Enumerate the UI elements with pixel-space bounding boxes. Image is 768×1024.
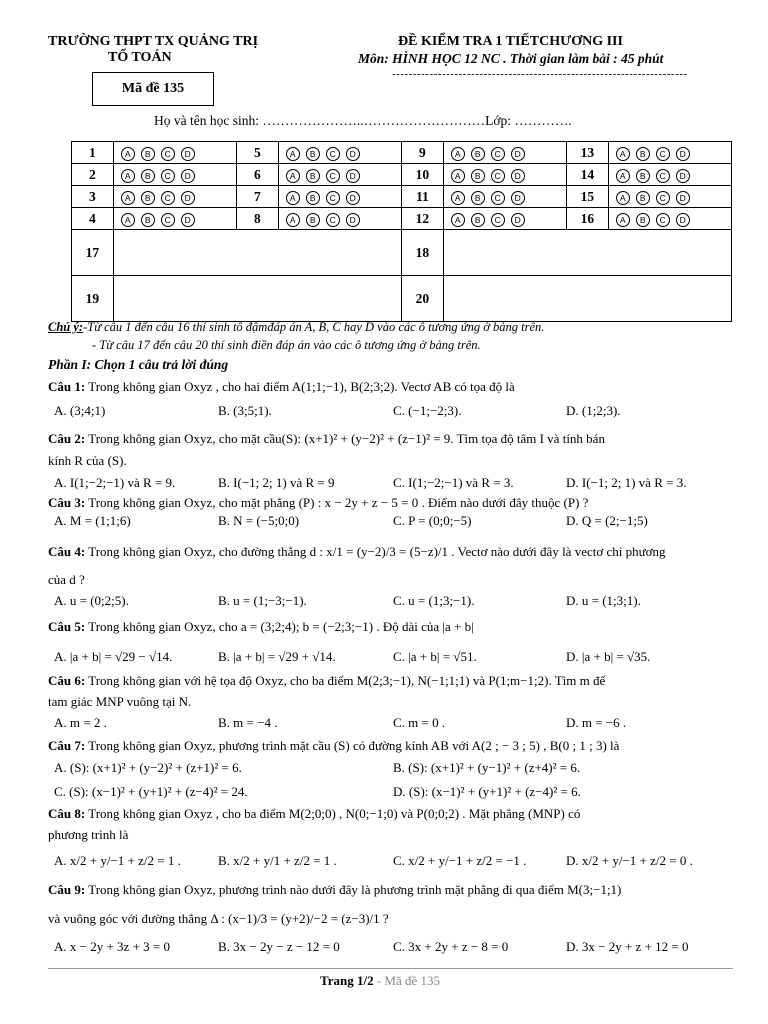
option-c: C. P = (0;0;−5) xyxy=(393,513,472,528)
option-c: C. |a + b| = √51. xyxy=(393,649,477,664)
answer-bubbles xyxy=(608,164,731,186)
option-c: C. m = 0 . xyxy=(393,715,446,730)
option-c: C. (S): (x−1)² + (y+1)² + (z−4)² = 24. xyxy=(54,784,248,799)
option-d: D. I(−1; 2; 1) và R = 3. xyxy=(566,475,687,490)
footer-sep: - xyxy=(373,973,385,988)
answer-bubble[interactable]: C xyxy=(326,169,340,183)
question-text: Trong không gian Oxyz, phương trình nào dưới đây là phương trình mặt phẳng đi qua điểm M(3;−1;1) xyxy=(88,882,622,897)
school-name: TRƯỜNG THPT TX QUẢNG TRỊ xyxy=(48,34,259,49)
question-number: 6 xyxy=(236,164,278,186)
question-text-continued: và vuông góc với đường thẳng Δ : (x−1)/3 = (y+2)/−2 = (z−3)/1 ? xyxy=(48,911,389,926)
answer-bubble[interactable]: C xyxy=(491,191,505,205)
footer-exam-code: Mã đề 135 xyxy=(384,973,441,988)
answer-bubble[interactable]: C xyxy=(326,191,340,205)
answer-bubble[interactable]: A xyxy=(451,169,465,183)
open-answer-row xyxy=(72,276,732,322)
option-c: C. u = (1;3;−1). xyxy=(393,593,475,608)
answer-bubble[interactable]: A xyxy=(286,191,300,205)
option-d: D. |a + b| = √35. xyxy=(566,649,651,664)
option-d: D. 3x − 2y + z + 12 = 0 xyxy=(566,939,689,954)
exam-code-box xyxy=(92,72,214,106)
answer-bubble[interactable]: C xyxy=(491,213,505,227)
option-a: A. u = (0;2;5). xyxy=(54,593,129,608)
question-text: Trong không gian Oxyz, cho mặt phẳng (P) : x − 2y + z − 5 = 0 . Điểm nào dưới đây thuộc (P) ? xyxy=(88,495,589,510)
option-c: C. x/2 + y/−1 + z/2 = −1 . xyxy=(393,853,527,868)
option-c: C. (−1;−2;3). xyxy=(393,403,462,418)
option-b: B. |a + b| = √29 + √14. xyxy=(218,649,336,664)
exam-subtitle: Môn: HÌNH HỌC 12 NC . Thời gian làm bài : 45 phút xyxy=(358,51,664,66)
question-text: Trong không gian Oxyz, cho đường thẳng d : x/1 = (y−2)/3 = (5−z)/1 . Vectơ nào dưới đây là vectơ chỉ phương xyxy=(88,544,666,559)
open-answer-row xyxy=(72,230,732,276)
option-d: D. u = (1;3;1). xyxy=(566,593,641,608)
question-number: 11 xyxy=(401,186,443,208)
answer-bubble[interactable]: C xyxy=(656,169,670,183)
question-number: 12 xyxy=(401,208,443,230)
answer-bubble[interactable]: D xyxy=(676,169,690,183)
question-5 xyxy=(48,619,474,635)
question-label: Câu 4: xyxy=(48,544,86,559)
question-label: Câu 7: xyxy=(48,738,86,753)
option-a: A. m = 2 . xyxy=(54,715,107,730)
answer-bubbles xyxy=(443,164,566,186)
answer-bubble[interactable]: D xyxy=(181,147,195,161)
option-a: A. |a + b| = √29 − √14. xyxy=(54,649,173,664)
answer-bubbles xyxy=(113,208,236,230)
question-number: 7 xyxy=(236,186,278,208)
option-b: B. u = (1;−3;−1). xyxy=(218,593,307,608)
answer-bubble[interactable]: B xyxy=(141,147,155,161)
option-a: A. x/2 + y/−1 + z/2 = 1 . xyxy=(54,853,181,868)
part-heading: Phần I: Chọn 1 câu trả lời đúng xyxy=(48,357,229,372)
department-name: TỔ TOÁN xyxy=(108,50,172,65)
option-b: B. 3x − 2y − z − 12 = 0 xyxy=(218,939,340,954)
option-d: D. (1;2;3). xyxy=(566,403,621,418)
answer-bubble[interactable]: C xyxy=(161,213,175,227)
answer-bubble[interactable]: B xyxy=(471,213,485,227)
answer-bubble[interactable]: B xyxy=(471,191,485,205)
answer-bubble[interactable]: B xyxy=(306,169,320,183)
answer-bubbles xyxy=(113,164,236,186)
answer-bubble[interactable]: B xyxy=(141,213,155,227)
answer-bubble[interactable]: D xyxy=(181,191,195,205)
answer-bubble[interactable]: C xyxy=(161,191,175,205)
note-label: Chú ý: xyxy=(48,320,84,334)
answer-bubbles xyxy=(608,186,731,208)
answer-bubble[interactable]: D xyxy=(346,213,360,227)
question-label: Câu 6: xyxy=(48,673,86,688)
open-answer-field[interactable] xyxy=(443,276,731,322)
answer-bubble[interactable]: B xyxy=(141,169,155,183)
answer-bubble[interactable]: D xyxy=(511,191,525,205)
answer-row xyxy=(72,142,732,164)
question-number: 4 xyxy=(72,208,114,230)
answer-bubble[interactable]: C xyxy=(326,147,340,161)
question-text: Trong không gian Oxyz, phương trình mặt cầu (S) có đường kính AB với A(2 ; − 3 ; 5) , B(0 ; 1 ; 3) là xyxy=(88,738,620,753)
question-number: 10 xyxy=(401,164,443,186)
option-a: A. (S): (x+1)² + (y−2)² + (z+1)² = 6. xyxy=(54,760,242,775)
question-number: 2 xyxy=(72,164,114,186)
question-number: 14 xyxy=(566,164,608,186)
answer-bubbles xyxy=(608,142,731,164)
option-a: A. x − 2y + 3z + 3 = 0 xyxy=(54,939,170,954)
question-text-continued: của d ? xyxy=(48,572,85,587)
answer-row xyxy=(72,186,732,208)
option-b: B. I(−1; 2; 1) và R = 9 xyxy=(218,475,335,490)
answer-bubble[interactable]: B xyxy=(636,213,650,227)
answer-bubbles xyxy=(608,208,731,230)
answer-bubble[interactable]: C xyxy=(161,169,175,183)
option-a: A. I(1;−2;−1) và R = 9. xyxy=(54,475,176,490)
answer-bubble[interactable]: C xyxy=(656,191,670,205)
answer-row xyxy=(72,164,732,186)
answer-bubble[interactable]: D xyxy=(511,147,525,161)
question-number: 1 xyxy=(72,142,114,164)
answer-bubbles xyxy=(278,186,401,208)
answer-bubble[interactable]: A xyxy=(286,147,300,161)
answer-bubble[interactable]: A xyxy=(616,213,630,227)
question-label: Câu 1: xyxy=(48,379,86,394)
answer-bubble[interactable]: D xyxy=(511,213,525,227)
answer-bubbles xyxy=(443,142,566,164)
answer-bubble[interactable]: B xyxy=(636,169,650,183)
question-1 xyxy=(48,379,515,395)
question-number: 15 xyxy=(566,186,608,208)
answer-bubbles xyxy=(113,186,236,208)
question-text: Trong không gian Oxyz, cho mặt cầu(S): (x+1)² + (y−2)² + (z−1)² = 9. Tìm tọa độ tâm I và tính bán xyxy=(88,431,605,446)
option-a: A. M = (1;1;6) xyxy=(54,513,131,528)
answer-bubble[interactable]: A xyxy=(121,147,135,161)
header-divider: ----------------------------------------------------------------------- xyxy=(392,68,688,80)
question-number: 19 xyxy=(72,276,114,322)
answer-bubble[interactable]: B xyxy=(141,191,155,205)
option-d: D. (S): (x−1)² + (y+1)² + (z−4)² = 6. xyxy=(393,784,581,799)
answer-bubbles xyxy=(278,164,401,186)
answer-bubble[interactable]: D xyxy=(511,169,525,183)
answer-bubble[interactable]: C xyxy=(656,213,670,227)
question-number: 20 xyxy=(401,276,443,322)
answer-bubble[interactable]: A xyxy=(451,191,465,205)
exam-title: ĐỀ KIỂM TRA 1 TIẾTCHƯƠNG III xyxy=(398,34,623,49)
question-number: 9 xyxy=(401,142,443,164)
option-b: B. (3;5;1). xyxy=(218,403,272,418)
answer-bubble[interactable]: C xyxy=(326,213,340,227)
question-label: Câu 2: xyxy=(48,431,86,446)
answer-bubble[interactable]: B xyxy=(306,147,320,161)
answer-bubble[interactable]: A xyxy=(616,169,630,183)
page-number: Trang 1/2 xyxy=(320,973,374,988)
answer-bubbles xyxy=(278,208,401,230)
answer-bubble[interactable]: D xyxy=(181,169,195,183)
question-text-continued: kính R của (S). xyxy=(48,453,127,468)
answer-bubble[interactable]: A xyxy=(616,147,630,161)
answer-bubble[interactable]: A xyxy=(451,213,465,227)
question-number: 17 xyxy=(72,230,114,276)
question-4 xyxy=(48,544,666,560)
option-b: B. N = (−5;0;0) xyxy=(218,513,300,528)
question-text: Trong không gian Oxyz , cho ba điểm M(2;0;0) , N(0;−1;0) và P(0;0;2) . Mặt phẳng (MNP) có xyxy=(88,806,581,821)
answer-sheet xyxy=(71,141,732,322)
answer-bubble[interactable]: D xyxy=(676,147,690,161)
answer-bubble[interactable]: D xyxy=(346,191,360,205)
option-b: B. x/2 + y/1 + z/2 = 1 . xyxy=(218,853,337,868)
question-label: Câu 3: xyxy=(48,495,86,510)
question-text: Trong không gian Oxyz, cho a = (3;2;4); b = (−2;3;−1) . Độ dài của |a + b| xyxy=(88,619,474,634)
instructions xyxy=(48,320,544,335)
answer-bubble[interactable]: A xyxy=(286,213,300,227)
question-9 xyxy=(48,882,621,898)
question-text: Trong không gian với hệ tọa độ Oxyz, cho ba điểm M(2;3;−1), N(−1;1;1) và P(1;m−1;2). Tìm m để xyxy=(88,673,606,688)
answer-bubbles xyxy=(113,142,236,164)
question-7 xyxy=(48,738,619,754)
option-d: D. Q = (2;−1;5) xyxy=(566,513,648,528)
answer-bubble[interactable]: B xyxy=(636,147,650,161)
answer-bubble[interactable]: D xyxy=(346,147,360,161)
answer-bubble[interactable]: D xyxy=(346,169,360,183)
answer-bubble[interactable]: A xyxy=(616,191,630,205)
question-text-continued: tam giác MNP vuông tại N. xyxy=(48,694,192,709)
exam-code: Mã đề 135 xyxy=(121,81,185,96)
question-label: Câu 8: xyxy=(48,806,86,821)
answer-bubble[interactable]: B xyxy=(471,169,485,183)
answer-bubble[interactable]: A xyxy=(286,169,300,183)
question-3 xyxy=(48,495,588,511)
option-a: A. (3;4;1) xyxy=(54,403,106,418)
question-2 xyxy=(48,431,605,447)
question-text: Trong không gian Oxyz , cho hai điểm A(1;1;−1), B(2;3;2). Vectơ AB có tọa độ là xyxy=(88,379,515,394)
question-number: 18 xyxy=(401,230,443,276)
answer-bubble[interactable]: C xyxy=(161,147,175,161)
answer-bubble[interactable]: B xyxy=(306,213,320,227)
answer-bubbles xyxy=(443,208,566,230)
question-number: 13 xyxy=(566,142,608,164)
answer-bubbles xyxy=(443,186,566,208)
answer-bubble[interactable]: C xyxy=(491,147,505,161)
answer-bubble[interactable]: A xyxy=(451,147,465,161)
answer-bubble[interactable]: D xyxy=(676,213,690,227)
answer-bubbles xyxy=(278,142,401,164)
answer-bubble[interactable]: B xyxy=(306,191,320,205)
note-line-2: - Từ câu 17 đến câu 20 thí sinh điền đáp án vào các ô tương ứng ở bảng trên. xyxy=(92,338,481,352)
answer-bubble[interactable]: B xyxy=(471,147,485,161)
option-c: C. I(1;−2;−1) và R = 3. xyxy=(393,475,514,490)
answer-bubble[interactable]: B xyxy=(636,191,650,205)
answer-bubble[interactable]: C xyxy=(491,169,505,183)
question-6 xyxy=(48,673,605,689)
answer-bubble[interactable]: C xyxy=(656,147,670,161)
answer-bubble[interactable]: D xyxy=(676,191,690,205)
question-number: 5 xyxy=(236,142,278,164)
option-b: B. m = −4 . xyxy=(218,715,278,730)
question-number: 3 xyxy=(72,186,114,208)
answer-bubble[interactable]: A xyxy=(121,213,135,227)
option-c: C. 3x + 2y + z − 8 = 0 xyxy=(393,939,509,954)
question-number: 8 xyxy=(236,208,278,230)
answer-row xyxy=(72,208,732,230)
answer-bubble[interactable]: A xyxy=(121,169,135,183)
footer-divider xyxy=(48,968,733,969)
option-d: D. m = −6 . xyxy=(566,715,627,730)
open-answer-field[interactable] xyxy=(443,230,731,276)
open-answer-field[interactable] xyxy=(113,230,401,276)
question-label: Câu 5: xyxy=(48,619,86,634)
option-d: D. x/2 + y/−1 + z/2 = 0 . xyxy=(566,853,693,868)
question-number: 16 xyxy=(566,208,608,230)
option-b: B. (S): (x+1)² + (y−1)² + (z+4)² = 6. xyxy=(393,760,581,775)
question-text-continued: phương trình là xyxy=(48,827,129,842)
question-label: Câu 9: xyxy=(48,882,86,897)
answer-bubble[interactable]: A xyxy=(121,191,135,205)
student-info-line: Họ và tên học sinh: …………………..………………………Lớp: …………. xyxy=(154,113,572,128)
note-line-1: -Từ câu 1 đến câu 16 thí sinh tô đậmđáp án A, B, C hay D vào các ô tương ứng ở bảng trên. xyxy=(83,320,545,334)
question-8 xyxy=(48,806,580,822)
open-answer-field[interactable] xyxy=(113,276,401,322)
answer-bubble[interactable]: D xyxy=(181,213,195,227)
page-footer xyxy=(320,973,440,989)
